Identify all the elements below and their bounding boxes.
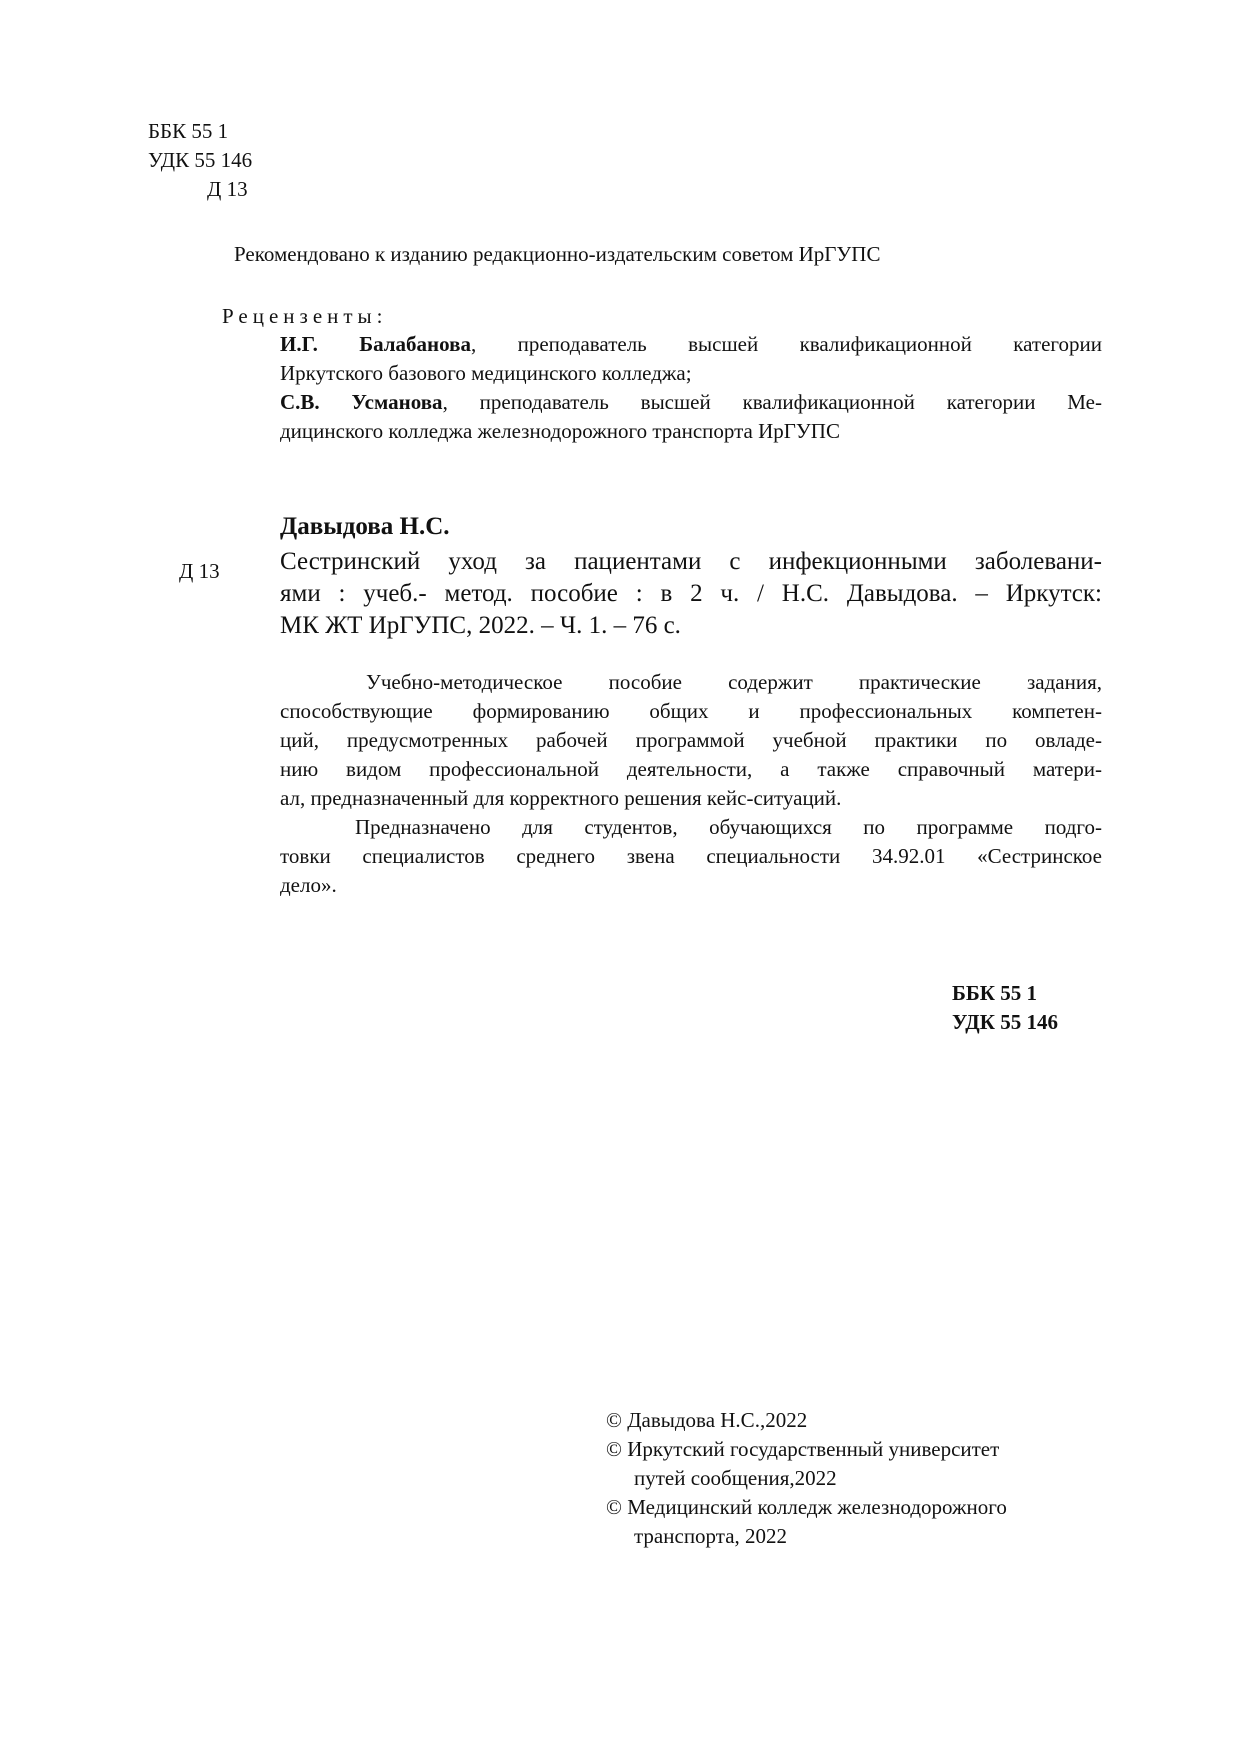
- reviewers-label: Рецензенты:: [222, 304, 388, 328]
- author-heading: Давыдова Н.С.: [280, 513, 450, 540]
- annotation-line: способствующие формированию общих и профессиональных компетен-: [280, 699, 1102, 723]
- copyright-line-continued: путей сообщения,2022: [634, 1466, 837, 1490]
- reviewer-2-name: С.В. Усманова: [280, 390, 443, 414]
- copyright-line: © Иркутский государственный университет: [606, 1437, 1000, 1461]
- annotation-line: ций, предусмотренных рабочей программой учебной практики по овладе-: [280, 728, 1102, 752]
- copyright-line: © Давыдова Н.С.,2022: [606, 1408, 808, 1432]
- bibliographic-line: Сестринский уход за пациентами с инфекционными заболевани-: [280, 548, 1102, 575]
- udk-code: УДК 55 146: [148, 148, 253, 172]
- reviewer-1-line-1: [280, 330, 1102, 359]
- reviewer-2-line-2: дицинского колледжа железнодорожного транспорта ИрГУПС: [280, 419, 840, 443]
- bibliographic-line: ями : учеб.- метод. пособие : в 2 ч. / Н.С. Давыдова. – Иркутск:: [280, 580, 1102, 607]
- bibliographic-line: МК ЖТ ИрГУПС, 2022. – Ч. 1. – 76 с.: [280, 612, 681, 639]
- bbk-code-bottom: ББК 55 1: [952, 981, 1037, 1005]
- reviewer-2-position: , преподаватель высшей квалификационной категории Ме-: [442, 390, 1102, 414]
- annotation-line: товки специалистов среднего звена специальности 34.92.01 «Сестринское: [280, 844, 1102, 868]
- bibliographic-description: [280, 546, 1102, 642]
- annotation-line: дело».: [280, 873, 337, 897]
- annotation: [280, 668, 1102, 900]
- reviewer-1-position: , преподаватель высшей квалификационной категории: [470, 332, 1102, 356]
- classification-codes-top: [148, 117, 252, 204]
- reviewer-2-line-1: [280, 388, 1102, 417]
- annotation-line: Учебно-методическое пособие содержит практические задания,: [366, 670, 1102, 694]
- copyright-line-continued: транспорта, 2022: [634, 1524, 788, 1548]
- author-code-side: Д 13: [179, 559, 220, 583]
- annotation-line: ал, предназначенный для корректного решения кейс-ситуаций.: [280, 786, 842, 810]
- copyright-line: © Медицинский колледж железнодорожного: [606, 1495, 1007, 1519]
- reviewer-1-line-2: Иркутского базового медицинского колледжа;: [280, 361, 692, 385]
- reviewer-1-name: И.Г. Балабанова: [280, 332, 471, 356]
- bbk-code: ББК 55 1: [148, 119, 229, 143]
- recommendation-note: Рекомендовано к изданию редакционно-издательским советом ИрГУПС: [234, 242, 881, 266]
- copyright-block: [606, 1406, 1007, 1551]
- annotation-line: Предназначено для студентов, обучающихся по программе подго-: [355, 815, 1102, 839]
- annotation-line: нию видом профессиональной деятельности, а также справочный матери-: [280, 757, 1102, 781]
- udk-code-bottom: УДК 55 146: [952, 1010, 1058, 1034]
- reviewers-list: [280, 330, 1102, 446]
- classification-codes-bottom: [952, 979, 1058, 1037]
- author-code: Д 13: [207, 177, 248, 201]
